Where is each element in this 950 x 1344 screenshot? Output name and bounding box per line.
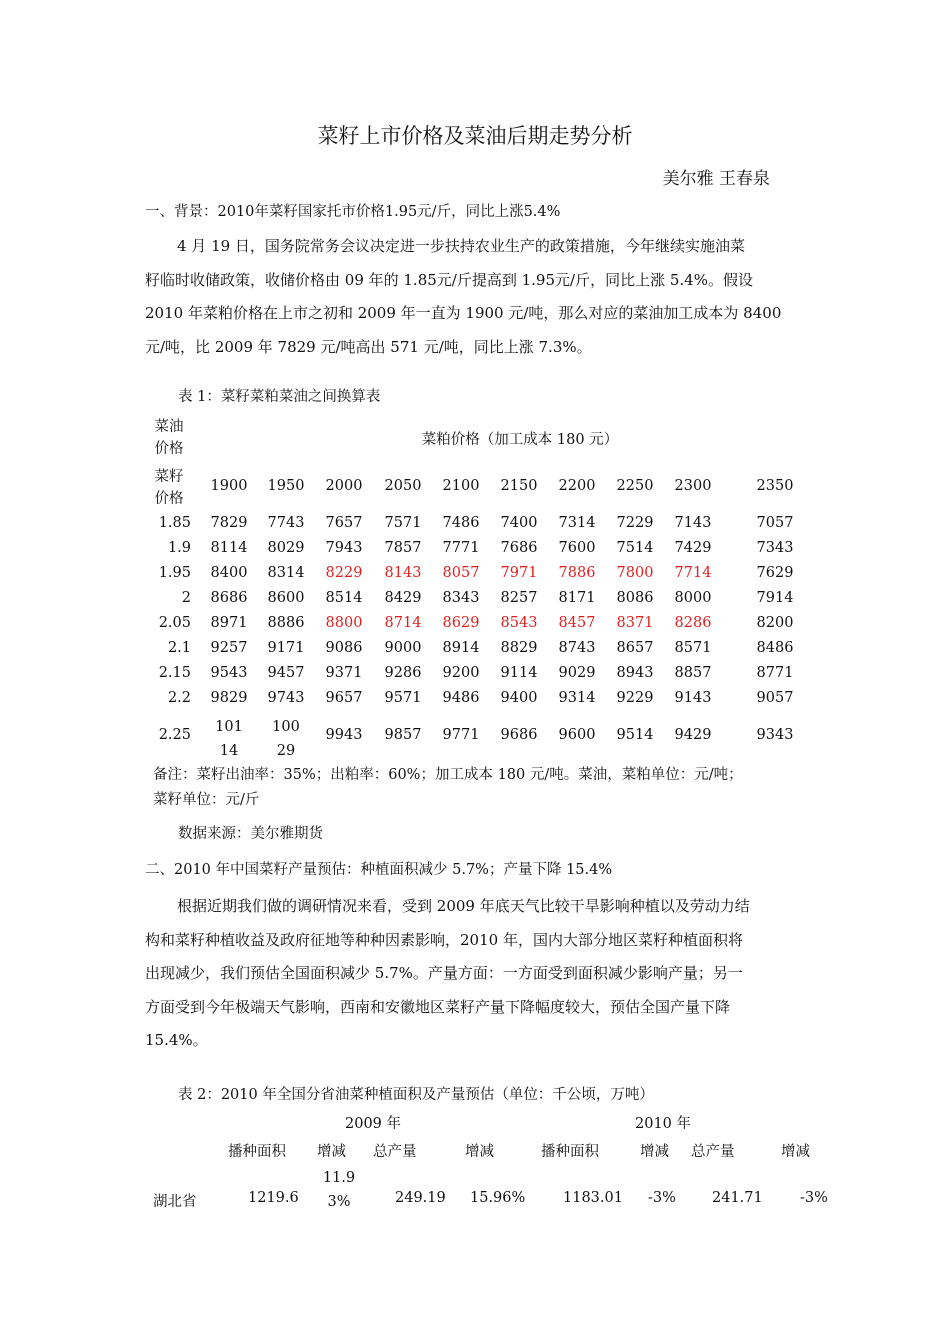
table-cell: 7514 bbox=[616, 540, 654, 556]
table-cell: 8771 bbox=[756, 665, 794, 681]
table-cell: 9286 bbox=[384, 665, 422, 681]
table-cell: 9857 bbox=[384, 727, 422, 743]
table-cell: 7714 bbox=[674, 565, 712, 581]
table-cell: 7657 bbox=[325, 515, 363, 531]
table-cell: 7143 bbox=[674, 515, 712, 531]
meal-price-header: 2100 bbox=[442, 478, 480, 494]
table-cell: 8200 bbox=[756, 615, 794, 631]
table-cell: 9314 bbox=[558, 690, 596, 706]
table2-caption: 表 2：2010 年全国分省油菜种植面积及产量预估（单位：千公顷，万吨） bbox=[178, 1087, 654, 1103]
table-cell: 8600 bbox=[267, 590, 305, 606]
table-cell: 7829 bbox=[210, 515, 248, 531]
table-cell: 8400 bbox=[210, 565, 248, 581]
meal-price-header: 1900 bbox=[210, 478, 248, 494]
table-cell: 9571 bbox=[384, 690, 422, 706]
note-line: 菜籽单位：元/斤 bbox=[153, 792, 260, 808]
meal-price-header: 2250 bbox=[616, 478, 654, 494]
table-cell: 7057 bbox=[756, 515, 794, 531]
table-cell: 9943 bbox=[325, 727, 363, 743]
table-cell: 9429 bbox=[674, 727, 712, 743]
paragraph-2-line: 根据近期我们做的调研情况来看，受到 2009 年底天气比较干旱影响种植以及劳动力结 bbox=[177, 897, 750, 915]
table-cell: 7400 bbox=[500, 515, 538, 531]
table-cell: 8457 bbox=[558, 615, 596, 631]
table-cell: 8714 bbox=[384, 615, 422, 631]
note-line: 备注：菜籽出油率：35%；出粕率：60%；加工成本 180 元/吨。菜油，菜粕单位：元/吨； bbox=[153, 767, 743, 783]
table-cell: 7914 bbox=[756, 590, 794, 606]
seed-price-label: 2.15 bbox=[158, 665, 191, 681]
paragraph-1-line: 籽临时收储政策，收储价格由 09 年的 1.85元/斤提高到 1.95元/斤，同比上涨 5.4%。假设 bbox=[145, 270, 753, 289]
seed-price-label: 2.1 bbox=[167, 640, 191, 656]
seed-price-label: 2.2 bbox=[167, 690, 191, 706]
table-cell: 8029 bbox=[267, 540, 305, 556]
paragraph-2 bbox=[145, 890, 810, 1058]
col-header: 播种面积 bbox=[541, 1144, 599, 1160]
corner-seed-price-label bbox=[147, 466, 191, 510]
table-cell: 9486 bbox=[442, 690, 480, 706]
seed-price-label: 2 bbox=[181, 590, 191, 606]
table-cell: 8543 bbox=[500, 615, 538, 631]
year-2009-header: 2009 年 bbox=[345, 1116, 402, 1132]
table-cell: 9229 bbox=[616, 690, 654, 706]
table-cell: 8629 bbox=[442, 615, 480, 631]
table-cell: 8171 bbox=[558, 590, 596, 606]
table-cell: 10029 bbox=[272, 719, 300, 759]
table-cell: 9057 bbox=[756, 690, 794, 706]
table-cell: 8143 bbox=[384, 565, 422, 581]
table-cell: 8571 bbox=[674, 640, 712, 656]
table-cell: 7971 bbox=[500, 565, 538, 581]
table-cell: 7686 bbox=[500, 540, 538, 556]
table-cell: 8514 bbox=[325, 590, 363, 606]
table-cell: 8657 bbox=[616, 640, 654, 656]
meal-price-header: 2050 bbox=[384, 478, 422, 494]
table-cell: 9543 bbox=[210, 665, 248, 681]
table-cell: 8257 bbox=[500, 590, 538, 606]
seed-price-label: 1.85 bbox=[158, 515, 191, 531]
table-cell: 1183.01 bbox=[563, 1190, 623, 1206]
table-cell: 9457 bbox=[267, 665, 305, 681]
col-header: 增减 bbox=[317, 1144, 346, 1160]
table-cell: 8114 bbox=[210, 540, 248, 556]
author: 美尔雅 王春泉 bbox=[662, 169, 770, 189]
corner-line: 菜籽 bbox=[154, 469, 184, 485]
table-cell: 8000 bbox=[674, 590, 712, 606]
table-cell: 241.71 bbox=[712, 1190, 763, 1206]
section2-heading: 二、2010 年中国菜籽产量预估：种植面积减少 5.7%；产量下降 15.4% bbox=[145, 862, 613, 878]
seed-price-label: 2.25 bbox=[158, 727, 191, 743]
meal-price-header: 2150 bbox=[500, 478, 538, 494]
table-cell: 249.19 bbox=[395, 1190, 446, 1206]
year-2010-header: 2010 年 bbox=[635, 1116, 692, 1132]
table-cell: 7771 bbox=[442, 540, 480, 556]
seed-price-label: 2.05 bbox=[158, 615, 191, 631]
table-cell: 8914 bbox=[442, 640, 480, 656]
table-cell: 7571 bbox=[384, 515, 422, 531]
seed-price-label: 1.95 bbox=[158, 565, 191, 581]
meal-price-header: 2350 bbox=[756, 478, 794, 494]
table-cell: 9114 bbox=[500, 665, 538, 681]
paragraph-1-line: 元/吨，比 2009 年 7829 元/吨高出 571 元/吨，同比上涨 7.3%。 bbox=[145, 337, 592, 356]
table-cell: 9343 bbox=[756, 727, 794, 743]
table-cell: 7857 bbox=[384, 540, 422, 556]
table-cell: 8743 bbox=[558, 640, 596, 656]
table-cell: 10114 bbox=[215, 719, 243, 759]
table-cell: 7429 bbox=[674, 540, 712, 556]
table-cell: 15.96% bbox=[470, 1190, 526, 1206]
seed-price-label: 1.9 bbox=[167, 540, 191, 556]
paragraph-2-line: 方面受到今年极端天气影响，西南和安徽地区菜籽产量下降幅度较大，预估全国产量下降 bbox=[145, 997, 731, 1016]
col-header: 增减 bbox=[781, 1144, 810, 1160]
corner-line: 价格 bbox=[154, 491, 184, 507]
paragraph-2-line: 出现减少，我们预估全国面积减少 5.7%。产量方面：一方面受到面积减少影响产量；另一 bbox=[145, 964, 743, 982]
table-cell: 9600 bbox=[558, 727, 596, 743]
table-cell: 8086 bbox=[616, 590, 654, 606]
table-cell: 9686 bbox=[500, 727, 538, 743]
table-cell: 7486 bbox=[442, 515, 480, 531]
corner-line: 价格 bbox=[154, 441, 184, 457]
table-cell: 7629 bbox=[756, 565, 794, 581]
table-cell: 8886 bbox=[267, 615, 305, 631]
table-cell: 11.93% bbox=[322, 1170, 356, 1210]
table-cell: 8829 bbox=[500, 640, 538, 656]
table-cell: 8229 bbox=[325, 565, 363, 581]
table-cell: 9200 bbox=[442, 665, 480, 681]
table1-note bbox=[153, 763, 833, 813]
table1-caption: 表 1：菜籽菜粕菜油之间换算表 bbox=[178, 389, 381, 405]
table-cell: 8371 bbox=[616, 615, 654, 631]
table-cell: 8943 bbox=[616, 665, 654, 681]
table-cell: 9829 bbox=[210, 690, 248, 706]
table-cell: 9029 bbox=[558, 665, 596, 681]
table-cell: 8686 bbox=[210, 590, 248, 606]
paragraph-2-line: 15.4%。 bbox=[145, 1031, 208, 1049]
table-cell: 9657 bbox=[325, 690, 363, 706]
table-cell: 8057 bbox=[442, 565, 480, 581]
meal-price-header: 2300 bbox=[674, 478, 712, 494]
table-cell: 9743 bbox=[267, 690, 305, 706]
paragraph-1-line: 4 月 19 日，国务院常务会议决定进一步扶持农业生产的政策措施，今年继续实施油菜 bbox=[177, 237, 745, 255]
col-header: 总产量 bbox=[373, 1144, 417, 1160]
table-cell: 8971 bbox=[210, 615, 248, 631]
meal-price-header: 1950 bbox=[267, 478, 305, 494]
table-cell: 9400 bbox=[500, 690, 538, 706]
table-cell: 1219.6 bbox=[248, 1190, 299, 1206]
col-header: 播种面积 bbox=[228, 1144, 286, 1160]
table-cell: 9514 bbox=[616, 727, 654, 743]
data-source: 数据来源：美尔雅期货 bbox=[178, 826, 323, 842]
table-cell: 9000 bbox=[384, 640, 422, 656]
page-title: 菜籽上市价格及菜油后期走势分析 bbox=[317, 124, 633, 148]
table-cell: 8429 bbox=[384, 590, 422, 606]
table-cell: 9257 bbox=[210, 640, 248, 656]
table-cell: -3% bbox=[648, 1190, 676, 1206]
table-cell: 7743 bbox=[267, 515, 305, 531]
section1-heading: 一、背景：2010年菜籽国家托市价格1.95元/斤，同比上涨5.4% bbox=[145, 204, 561, 220]
table-cell: 8314 bbox=[267, 565, 305, 581]
corner-oil-price-label bbox=[147, 416, 191, 460]
meal-price-header: 2200 bbox=[558, 478, 596, 494]
table-cell: 7800 bbox=[616, 565, 654, 581]
table-cell: 7343 bbox=[756, 540, 794, 556]
table-cell: 8343 bbox=[442, 590, 480, 606]
col-header: 总产量 bbox=[691, 1144, 735, 1160]
table-cell: 8286 bbox=[674, 615, 712, 631]
table-cell: 9371 bbox=[325, 665, 363, 681]
table-cell: 9086 bbox=[325, 640, 363, 656]
paragraph-2-line: 构和菜籽种植收益及政府征地等种种因素影响，2010 年，国内大部分地区菜籽种植面积将 bbox=[145, 930, 743, 949]
table-cell: 9143 bbox=[674, 690, 712, 706]
paragraph-1-line: 2010 年菜粕价格在上市之初和 2009 年一直为 1900 元/吨，那么对应的菜油加工成本为 8400 bbox=[145, 304, 782, 322]
table-cell: 7943 bbox=[325, 540, 363, 556]
table-cell: 8800 bbox=[325, 615, 363, 631]
corner-line: 菜油 bbox=[154, 419, 184, 435]
table-cell: 9171 bbox=[267, 640, 305, 656]
province-name: 湖北省 bbox=[153, 1194, 197, 1210]
paragraph-1 bbox=[145, 230, 810, 364]
meal-price-header: 2000 bbox=[325, 478, 363, 494]
table-cell: -3% bbox=[800, 1190, 828, 1206]
table-cell: 7314 bbox=[558, 515, 596, 531]
meal-price-group-header: 菜粕价格（加工成本 180 元） bbox=[421, 432, 619, 448]
col-header: 增减 bbox=[640, 1144, 669, 1160]
table-cell: 7229 bbox=[616, 515, 654, 531]
table-cell: 8486 bbox=[756, 640, 794, 656]
table-cell: 8857 bbox=[674, 665, 712, 681]
table-cell: 7886 bbox=[558, 565, 596, 581]
table-cell: 7600 bbox=[558, 540, 596, 556]
table-cell: 9771 bbox=[442, 727, 480, 743]
col-header: 增减 bbox=[465, 1144, 494, 1160]
